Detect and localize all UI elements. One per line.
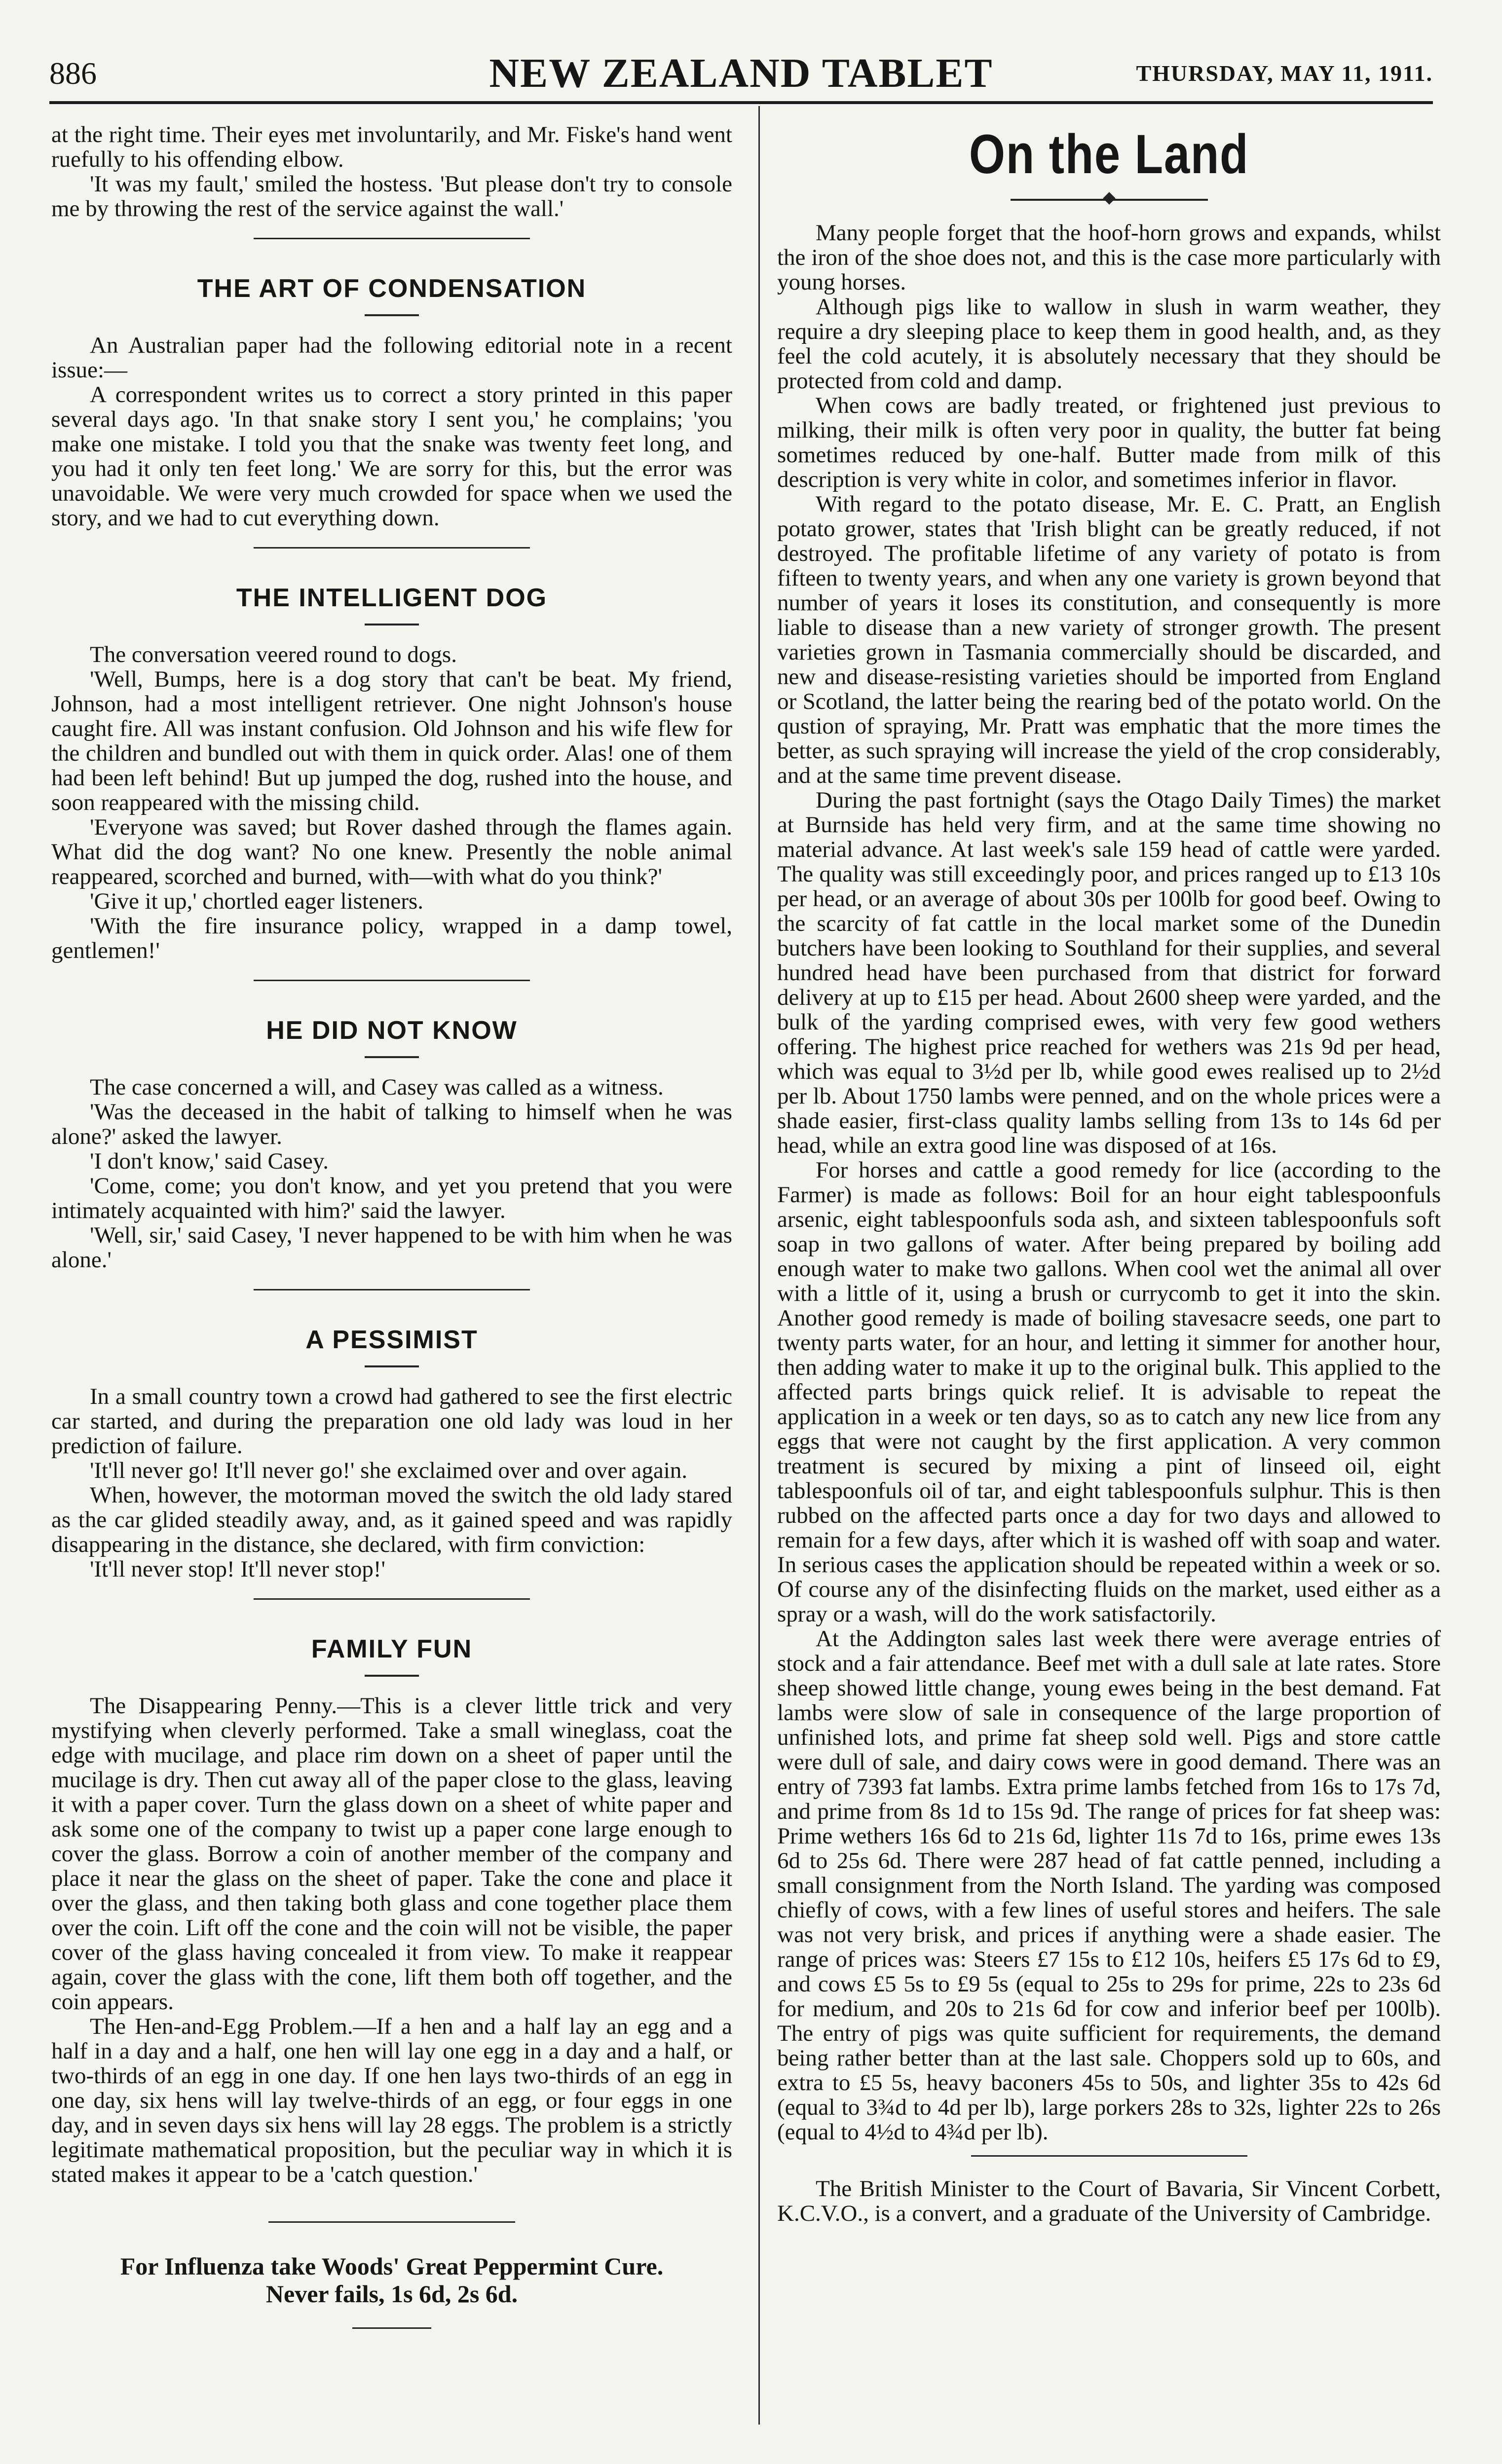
- title-rule: [365, 1365, 419, 1367]
- footnote-paragraph: The British Minister to the Court of Bavaria, Sir Vincent Corbett, K.C.V.O., is a convert, and a graduate of the University of Cambridge.: [777, 2176, 1441, 2226]
- article-paragraph: 'With the fire insurance policy, wrapped in a damp towel, gentlemen!': [51, 913, 732, 963]
- article-paragraph: 'It'll never stop! It'll never stop!': [90, 1556, 386, 1582]
- section-title: FAMILY FUN: [311, 1635, 473, 1663]
- article-paragraph: For horses and cattle a good remedy for lice (according to the Farmer) is made as follows: Boil for an hour eight tablespoonfuls arsenic, eight tablespoonfuls soda ash, and sixteen tablespoonfuls soft soap in two gallons of water. After being prepared by boiling add enough water to make two gallons. When cool wet the animal all over with a little of it, using a brush or currycomb to get it into the skin. Another good remedy is made of boiling stavesacre seeds, one part to twenty parts water, for an hour, and letting it simmer for another hour, then adding water to make it up to the original bulk. This applied to the affected parts brings quick relief. It is advisable to repeat the application in a week or ten days, so as to catch any new lice from any eggs that were not caught by the first application. A very common treatment is secured by mixing a pint of linseed oil, eight tablespoonfuls oil of tar, and eight tablespoonfuls sulphur. This is then rubbed on the affected parts once a day for two days and allowed to remain for a few days, after which it is washed off with soap and water. In serious cases the application should be repeated within a week or so. Of course any of the disinfecting fluids on the market, used either as a spray or a wash, will do the work satisfactorily.: [777, 1157, 1441, 1627]
- header-rule: [49, 101, 1433, 104]
- ornament-rule: [1011, 199, 1208, 201]
- masthead: NEW ZEALAND TABLET: [489, 50, 993, 96]
- article-paragraph: An Australian paper had the following editorial note in a recent issue:—: [51, 332, 732, 383]
- article-paragraph: The Disappearing Penny.—This is a clever little trick and very mystifying when cleverly performed. Take a small wineglass, coat the edge with mucilage, and place rim down on a sheet of paper until the mucilage is dry. Then cut away all of the paper close to the glass, leaving it with a paper cover. Turn the glass down on a sheet of white paper and ask some one of the company to twist up a paper cone large enough to cover the glass. Borrow a coin of another member of the company and place it near the glass on the sheet of paper. Take the cone and place it over the glass, and then taking both glass and cone together place them over the coin. Lift off the cone and the coin will not be visible, the paper cover of the glass having concealed it from view. To make it reappear again, cover the glass with the cone, lift them both off together, and the coin appears.: [51, 1693, 732, 2015]
- article-paragraph: The conversation veered round to dogs.: [90, 642, 457, 667]
- article-paragraph: 'Well, Bumps, here is a dog story that can't be beat. My friend, Johnson, had a most intelligent retriever. One night Johnson's house caught fire. All was instant confusion. Old Johnson and his wife flew for the children and bundled out with them in quick order. Alas! one of them had been left behind! But up jumped the dog, rushed into the house, and soon reappeared with the missing child.: [51, 666, 732, 815]
- article-paragraph: When, however, the motorman moved the switch the old lady stared as the car glided steadily away, and, as it gained speed and was rapidly disappearing in the distance, she declared, with firm conviction:: [51, 1482, 732, 1557]
- advert-line: Never fails, 1s 6d, 2s 6d.: [265, 2280, 518, 2308]
- article-paragraph: A correspondent writes us to correct a story printed in this paper several days ago. 'In that snake story I sent you,' he complains; 'you make one mistake. I told you that the snake was twenty feet long, and you had it only ten feet long.' We are sorry for this, but the error was unavoidable. We were very much crowded for space when we used the story, and we had to cut everything down.: [51, 382, 732, 531]
- title-rule: [365, 624, 419, 625]
- article-paragraph: Many people forget that the hoof-horn grows and expands, whilst the iron of the shoe does not, and this is the case more particularly with young horses.: [777, 220, 1441, 295]
- section-rule: [254, 238, 530, 239]
- page-header: [49, 45, 1433, 100]
- article-paragraph: 'Come, come; you don't know, and yet you pretend that you were intimately acquainted with him?' said the lawyer.: [51, 1173, 732, 1223]
- article-paragraph: Although pigs like to wallow in slush in warm weather, they require a dry sleeping place to keep them in good health, and, as they feel the cold acutely, it is absolutely necessary that they should be protected from cold and damp.: [777, 294, 1441, 394]
- advert-line: For Influenza take Woods' Great Peppermint Cure.: [120, 2252, 664, 2280]
- advertisement: [51, 2252, 732, 2308]
- intro-paragraph: 'It was my fault,' smiled the hostess. 'But please don't try to console me by throwing the rest of the service against the wall.': [51, 171, 732, 221]
- article-paragraph: The Hen-and-Egg Problem.—If a hen and a half lay an egg and a half in a day and a half, one hen will lay one egg in a day and a half, or two-thirds of an egg in one day. If one hen lays two-thirds of an egg in one day, six hens will lay twelve-thirds of an egg, or four eggs in one day, and in seven days six hens will lay 28 eggs. The problem is a strictly legitimate mathematical proposition, but the peculiar way in which it is stated makes it appear to be a 'catch question.': [51, 2014, 732, 2187]
- article-paragraph: During the past fortnight (says the Otago Daily Times) the market at Burnside has held very firm, and at the same time showing no material advance. At last week's sale 159 head of cattle were yarded. The quality was still exceedingly poor, and prices ranged up to £13 10s per head, or an average of about 30s per 100lb for good beef. Owing to the scarcity of fat cattle in the local market some of the Dunedin butchers have been looking to Southland for their supplies, and several hundred head have been purchased from that district for forward delivery at up to £15 per head. About 2600 sheep were yarded, and the bulk of the yarding comprised ewes, with very few good wethers offering. The highest price reached for wethers was 21s 9d per head, which was equal to 3½d per lb, while good ewes realised up to 2½d per lb. About 1750 lambs were penned, and on the whole prices were a shade easier, first-class quality lambs selling from 13s to 14s 6d per head, while an extra good line was disposed of at 16s.: [777, 787, 1441, 1158]
- section-title: THE ART OF CONDENSATION: [197, 274, 587, 303]
- dateline: THURSDAY, MAY 11, 1911.: [1136, 61, 1433, 86]
- section-rule: [254, 980, 530, 981]
- article-pessimist: [51, 1325, 732, 1600]
- footer-rule: [352, 2327, 431, 2329]
- title-rule: [365, 1675, 419, 1677]
- article-family-fun: [51, 1634, 732, 2187]
- left-column: [51, 122, 732, 2329]
- column-title: On the Land: [969, 123, 1249, 185]
- article-paragraph: 'Was the deceased in the habit of talking to himself when he was alone?' asked the lawyer.: [51, 1099, 732, 1149]
- article-paragraph: At the Addington sales last week there were average entries of stock and a fair attendance. Beef met with a dull sale at late rates. Store sheep showed little change, young ewes being in the best demand. Fat lambs were slow of sale in consequence of the large proportion of unfinished lots, and prime fat sheep sold well. Pigs and store cattle were dull of sale, and dairy cows were in good demand. There was an entry of 7393 fat lambs. Extra prime lambs fetched from 16s to 17s 7d, and prime from 8s 1d to 15s 9d. The range of prices for fat sheep was: Prime wethers 16s 6d to 21s 6d, lighter 11s 7d to 16s, prime ewes 13s 6d to 25s 6d. There were 287 head of fat cattle penned, including a small consignment from the North Island. The yarding was composed chiefly of cows, with a few lines of useful stores and heifers. The sale was not very brisk, and prices if anything were a shade easier. The range of prices was: Steers £7 15s to £12 10s, heifers £5 17s 6d to £9, and cows £5 5s to £9 5s (equal to 25s to 29s for prime, 22s to 23s 6d for medium, and 20s to 21s 6d for cow and inferior beef per 100lb). The entry of pigs was quite sufficient for requirements, the demand being rather better than at the last sale. Choppers sold up to 60s, and extra to £5 5s, heavy baconers 45s to 50s, and lighter 35s to 42s 6d (equal to 3¾d to 4d per lb), large porkers 28s to 32s, lighter 22s to 26s (equal to 4½d to 4¾d per lb).: [777, 1626, 1441, 2145]
- intro-paragraph: at the right time. Their eyes met involuntarily, and Mr. Fiske's hand went ruefully to his offending elbow.: [51, 122, 732, 172]
- article-paragraph: 'Well, sir,' said Casey, 'I never happened to be with him when he was alone.': [51, 1222, 732, 1273]
- article-did-not-know: [51, 1016, 732, 1290]
- article-paragraph: 'It'll never go! It'll never go!' she exclaimed over and over again.: [90, 1458, 688, 1483]
- right-column: [777, 122, 1441, 2226]
- advert-rule: [268, 2221, 515, 2223]
- section-rule: [254, 547, 530, 549]
- column-divider: [758, 106, 760, 2425]
- article-paragraph: When cows are badly treated, or frightened just previous to milking, their milk is often very poor in quality, the butter fat being sometimes reduced by one-half. Butter made from milk of this description is very white in color, and sometimes inferior in flavor.: [777, 393, 1441, 492]
- section-rule: [254, 1289, 530, 1290]
- diamond-ornament: [1103, 192, 1115, 204]
- article-intelligent-dog: [51, 583, 732, 981]
- footnote-rule: [971, 2155, 1247, 2157]
- page-number: 886: [49, 56, 97, 91]
- section-title: THE INTELLIGENT DOG: [236, 584, 548, 612]
- article-paragraph: 'Everyone was saved; but Rover dashed through the flames again. What did the dog want? No one knew. Presently the noble animal reappeared, scorched and burned, with—with what do you think?': [51, 814, 732, 889]
- article-paragraph: 'Give it up,' chortled eager listeners.: [90, 888, 424, 914]
- title-rule: [365, 314, 419, 316]
- section-title: A PESSIMIST: [305, 1325, 478, 1354]
- title-rule: [365, 1056, 419, 1058]
- article-paragraph: 'I don't know,' said Casey.: [90, 1148, 329, 1174]
- article-paragraph: With regard to the potato disease, Mr. E. C. Pratt, an English potato grower, states that 'Irish blight can be greatly reduced, if not destroyed. The profitable lifetime of any variety of potato is from fifteen to twenty years, and when any one variety is grown beyond that number of years it loses its constitution, and consequently is more liable to disease than a new variety of stronger growth. The present varieties grown in Tasmania commercially should be discarded, and new and disease-resisting varieties should be imported from England or Scotland, the latter being the rearing bed of the potato world. On the qustion of spraying, Mr. Pratt was emphatic that the more times the better, as such spraying will increase the yield of the crop considerably, and at the same time prevent disease.: [777, 491, 1441, 788]
- section-title: HE DID NOT KNOW: [266, 1016, 518, 1045]
- article-paragraph: In a small country town a crowd had gathered to see the first electric car started, and during the preparation one old lady was loud in her prediction of failure.: [51, 1384, 732, 1459]
- article-condensation: [51, 274, 732, 549]
- section-rule: [254, 1598, 530, 1600]
- article-paragraph: The case concerned a will, and Casey was called as a witness.: [90, 1074, 664, 1100]
